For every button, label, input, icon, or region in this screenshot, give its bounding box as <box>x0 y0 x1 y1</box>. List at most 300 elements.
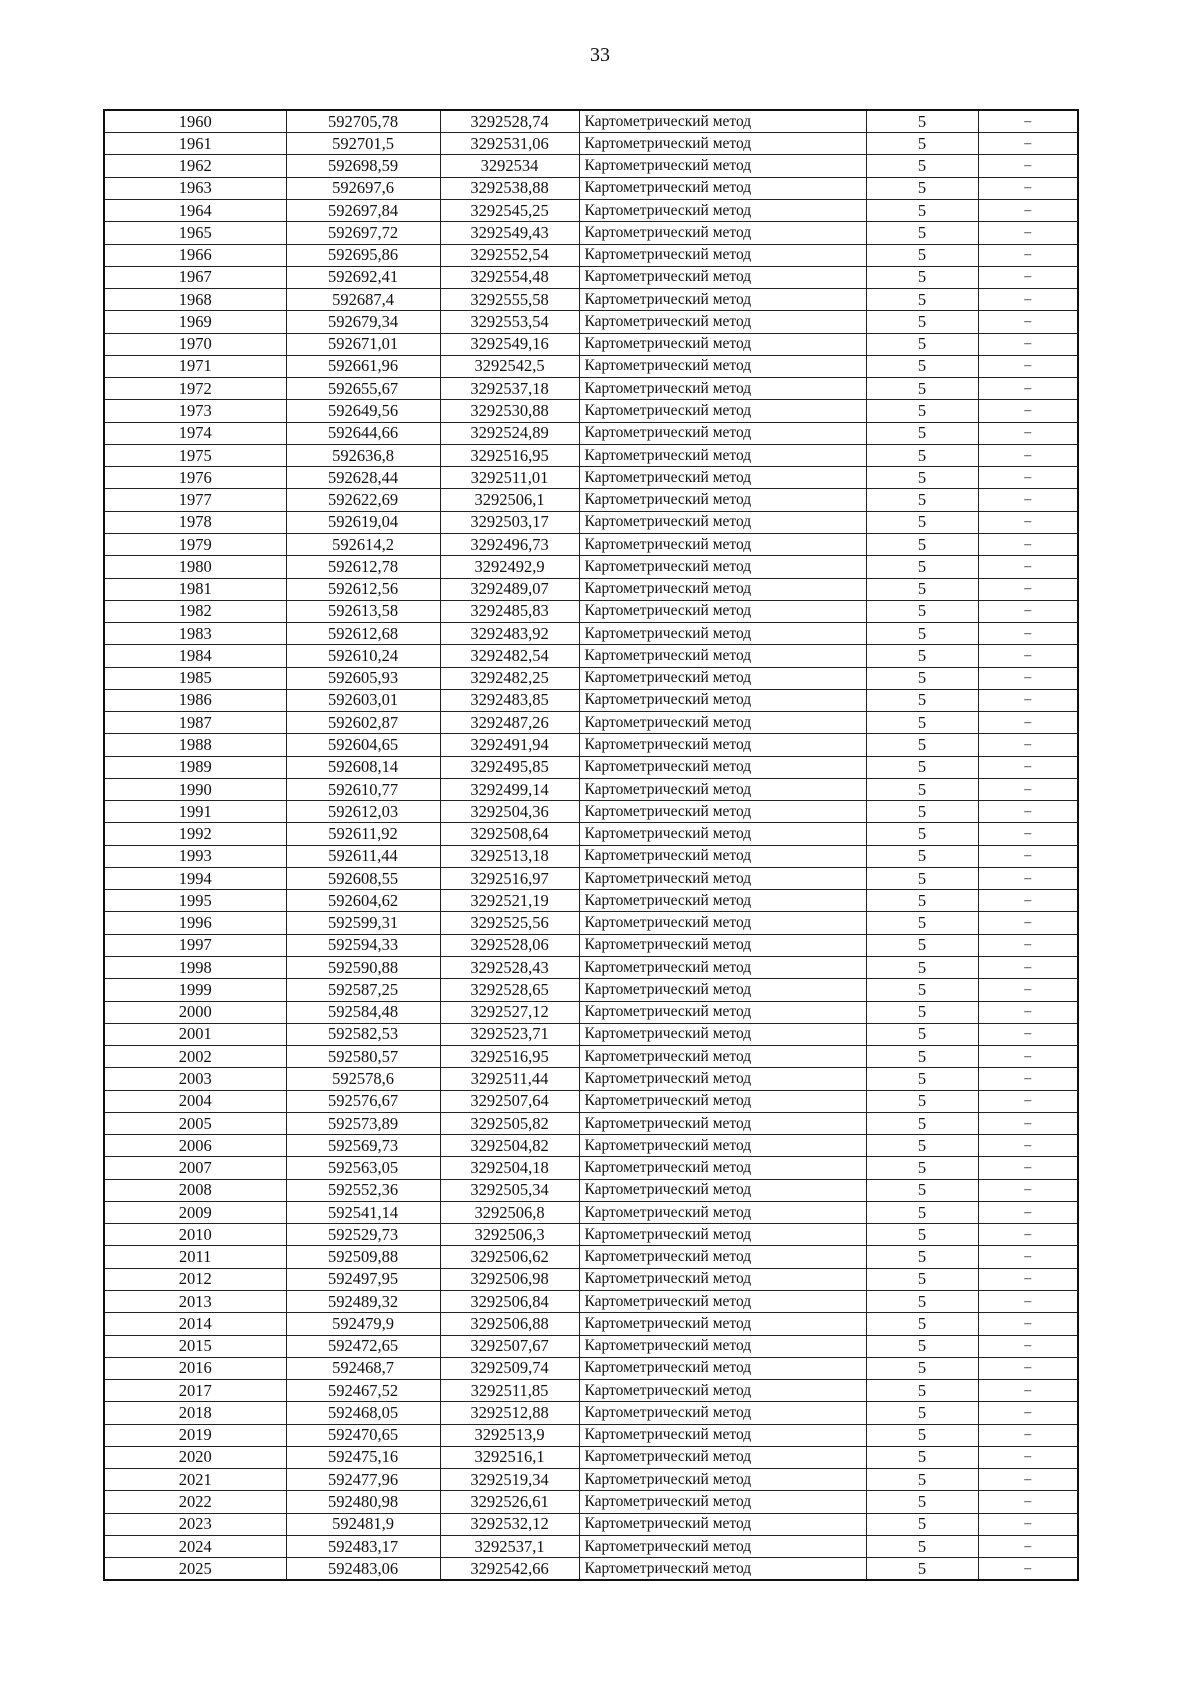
description-cell: – <box>978 645 1078 667</box>
point-number-cell: 1993 <box>104 845 286 867</box>
accuracy-cell: 5 <box>866 289 978 311</box>
table-row <box>104 444 1078 466</box>
point-number-cell: 2015 <box>104 1335 286 1357</box>
accuracy-cell: 5 <box>866 311 978 333</box>
accuracy-cell: 5 <box>866 1491 978 1513</box>
accuracy-cell: 5 <box>866 1201 978 1223</box>
x-coordinate-cell: 592468,7 <box>286 1357 440 1379</box>
x-coordinate-cell: 592497,95 <box>286 1268 440 1290</box>
accuracy-cell: 5 <box>866 823 978 845</box>
method-cell: Картометрический метод <box>579 712 866 734</box>
coordinates-table <box>103 109 1079 1581</box>
x-coordinate-cell: 592467,52 <box>286 1380 440 1402</box>
table-row <box>104 1046 1078 1068</box>
description-cell: – <box>978 489 1078 511</box>
x-coordinate-cell: 592644,66 <box>286 422 440 444</box>
point-number-cell: 1961 <box>104 133 286 155</box>
table-row <box>104 1535 1078 1557</box>
method-cell: Картометрический метод <box>579 1313 866 1335</box>
y-coordinate-cell: 3292516,97 <box>440 867 579 889</box>
table-row <box>104 1135 1078 1157</box>
description-cell: – <box>978 689 1078 711</box>
point-number-cell: 1972 <box>104 378 286 400</box>
y-coordinate-cell: 3292537,1 <box>440 1535 579 1557</box>
table-row <box>104 801 1078 823</box>
method-cell: Картометрический метод <box>579 645 866 667</box>
point-number-cell: 2011 <box>104 1246 286 1268</box>
description-cell: – <box>978 1179 1078 1201</box>
accuracy-cell: 5 <box>866 177 978 199</box>
table-row <box>104 489 1078 511</box>
method-cell: Картометрический метод <box>579 1046 866 1068</box>
table-row <box>104 556 1078 578</box>
accuracy-cell: 5 <box>866 378 978 400</box>
point-number-cell: 1996 <box>104 912 286 934</box>
accuracy-cell: 5 <box>866 533 978 555</box>
y-coordinate-cell: 3292511,01 <box>440 467 579 489</box>
x-coordinate-cell: 592655,67 <box>286 378 440 400</box>
y-coordinate-cell: 3292549,16 <box>440 333 579 355</box>
accuracy-cell: 5 <box>866 623 978 645</box>
method-cell: Картометрический метод <box>579 867 866 889</box>
method-cell: Картометрический метод <box>579 1558 866 1581</box>
x-coordinate-cell: 592479,9 <box>286 1313 440 1335</box>
x-coordinate-cell: 592582,53 <box>286 1023 440 1045</box>
y-coordinate-cell: 3292532,12 <box>440 1513 579 1535</box>
y-coordinate-cell: 3292504,36 <box>440 801 579 823</box>
accuracy-cell: 5 <box>866 511 978 533</box>
description-cell: – <box>978 222 1078 244</box>
point-number-cell: 1960 <box>104 110 286 133</box>
table-row <box>104 823 1078 845</box>
point-number-cell: 1982 <box>104 600 286 622</box>
description-cell: – <box>978 177 1078 199</box>
y-coordinate-cell: 3292499,14 <box>440 778 579 800</box>
method-cell: Картометрический метод <box>579 489 866 511</box>
table-row <box>104 378 1078 400</box>
accuracy-cell: 5 <box>866 133 978 155</box>
x-coordinate-cell: 592610,24 <box>286 645 440 667</box>
point-number-cell: 1988 <box>104 734 286 756</box>
description-cell: – <box>978 1112 1078 1134</box>
method-cell: Картометрический метод <box>579 266 866 288</box>
y-coordinate-cell: 3292506,1 <box>440 489 579 511</box>
y-coordinate-cell: 3292485,83 <box>440 600 579 622</box>
x-coordinate-cell: 592671,01 <box>286 333 440 355</box>
x-coordinate-cell: 592622,69 <box>286 489 440 511</box>
method-cell: Картометрический метод <box>579 511 866 533</box>
table-row <box>104 1291 1078 1313</box>
description-cell: – <box>978 1446 1078 1468</box>
method-cell: Картометрический метод <box>579 355 866 377</box>
description-cell: – <box>978 1402 1078 1424</box>
method-cell: Картометрический метод <box>579 1068 866 1090</box>
description-cell: – <box>978 1001 1078 1023</box>
y-coordinate-cell: 3292516,95 <box>440 1046 579 1068</box>
point-number-cell: 1999 <box>104 979 286 1001</box>
description-cell: – <box>978 1291 1078 1313</box>
accuracy-cell: 5 <box>866 1380 978 1402</box>
point-number-cell: 2016 <box>104 1357 286 1379</box>
y-coordinate-cell: 3292511,85 <box>440 1380 579 1402</box>
method-cell: Картометрический метод <box>579 623 866 645</box>
method-cell: Картометрический метод <box>579 689 866 711</box>
x-coordinate-cell: 592613,58 <box>286 600 440 622</box>
table-row <box>104 934 1078 956</box>
point-number-cell: 1963 <box>104 177 286 199</box>
y-coordinate-cell: 3292531,06 <box>440 133 579 155</box>
point-number-cell: 1969 <box>104 311 286 333</box>
description-cell: – <box>978 823 1078 845</box>
point-number-cell: 2023 <box>104 1513 286 1535</box>
point-number-cell: 1962 <box>104 155 286 177</box>
table-row <box>104 533 1078 555</box>
point-number-cell: 2013 <box>104 1291 286 1313</box>
table-row <box>104 912 1078 934</box>
table-row <box>104 1313 1078 1335</box>
method-cell: Картометрический метод <box>579 778 866 800</box>
table-row <box>104 1513 1078 1535</box>
table-row <box>104 1491 1078 1513</box>
description-cell: – <box>978 110 1078 133</box>
method-cell: Картометрический метод <box>579 1179 866 1201</box>
y-coordinate-cell: 3292549,43 <box>440 222 579 244</box>
accuracy-cell: 5 <box>866 355 978 377</box>
accuracy-cell: 5 <box>866 712 978 734</box>
accuracy-cell: 5 <box>866 1424 978 1446</box>
description-cell: – <box>978 712 1078 734</box>
point-number-cell: 1967 <box>104 266 286 288</box>
accuracy-cell: 5 <box>866 778 978 800</box>
table-row <box>104 667 1078 689</box>
x-coordinate-cell: 592604,62 <box>286 890 440 912</box>
point-number-cell: 1994 <box>104 867 286 889</box>
point-number-cell: 2012 <box>104 1268 286 1290</box>
accuracy-cell: 5 <box>866 556 978 578</box>
x-coordinate-cell: 592573,89 <box>286 1112 440 1134</box>
description-cell: – <box>978 667 1078 689</box>
method-cell: Картометрический метод <box>579 1424 866 1446</box>
description-cell: – <box>978 1535 1078 1557</box>
accuracy-cell: 5 <box>866 422 978 444</box>
method-cell: Картометрический метод <box>579 222 866 244</box>
y-coordinate-cell: 3292506,98 <box>440 1268 579 1290</box>
description-cell: – <box>978 1201 1078 1223</box>
description-cell: – <box>978 778 1078 800</box>
method-cell: Картометрический метод <box>579 1023 866 1045</box>
description-cell: – <box>978 1224 1078 1246</box>
accuracy-cell: 5 <box>866 1224 978 1246</box>
accuracy-cell: 5 <box>866 845 978 867</box>
point-number-cell: 2001 <box>104 1023 286 1045</box>
method-cell: Картометрический метод <box>579 1291 866 1313</box>
table-row <box>104 199 1078 221</box>
point-number-cell: 1976 <box>104 467 286 489</box>
point-number-cell: 1971 <box>104 355 286 377</box>
y-coordinate-cell: 3292506,84 <box>440 1291 579 1313</box>
point-number-cell: 1966 <box>104 244 286 266</box>
table-row <box>104 578 1078 600</box>
description-cell: – <box>978 934 1078 956</box>
accuracy-cell: 5 <box>866 934 978 956</box>
y-coordinate-cell: 3292528,43 <box>440 957 579 979</box>
point-number-cell: 1974 <box>104 422 286 444</box>
accuracy-cell: 5 <box>866 244 978 266</box>
description-cell: – <box>978 912 1078 934</box>
description-cell: – <box>978 155 1078 177</box>
point-number-cell: 2019 <box>104 1424 286 1446</box>
x-coordinate-cell: 592695,86 <box>286 244 440 266</box>
method-cell: Картометрический метод <box>579 823 866 845</box>
y-coordinate-cell: 3292538,88 <box>440 177 579 199</box>
x-coordinate-cell: 592698,59 <box>286 155 440 177</box>
accuracy-cell: 5 <box>866 1402 978 1424</box>
y-coordinate-cell: 3292489,07 <box>440 578 579 600</box>
method-cell: Картометрический метод <box>579 1380 866 1402</box>
accuracy-cell: 5 <box>866 1535 978 1557</box>
y-coordinate-cell: 3292523,71 <box>440 1023 579 1045</box>
x-coordinate-cell: 592529,73 <box>286 1224 440 1246</box>
accuracy-cell: 5 <box>866 645 978 667</box>
method-cell: Картометрический метод <box>579 1001 866 1023</box>
table-row <box>104 422 1078 444</box>
table-row <box>104 867 1078 889</box>
x-coordinate-cell: 592594,33 <box>286 934 440 956</box>
accuracy-cell: 5 <box>866 756 978 778</box>
x-coordinate-cell: 592489,32 <box>286 1291 440 1313</box>
method-cell: Картометрический метод <box>579 912 866 934</box>
method-cell: Картометрический метод <box>579 1491 866 1513</box>
point-number-cell: 2025 <box>104 1558 286 1581</box>
accuracy-cell: 5 <box>866 689 978 711</box>
method-cell: Картометрический метод <box>579 533 866 555</box>
accuracy-cell: 5 <box>866 1446 978 1468</box>
accuracy-cell: 5 <box>866 734 978 756</box>
x-coordinate-cell: 592628,44 <box>286 467 440 489</box>
y-coordinate-cell: 3292504,18 <box>440 1157 579 1179</box>
method-cell: Картометрический метод <box>579 133 866 155</box>
y-coordinate-cell: 3292554,48 <box>440 266 579 288</box>
description-cell: – <box>978 400 1078 422</box>
point-number-cell: 1998 <box>104 957 286 979</box>
y-coordinate-cell: 3292528,74 <box>440 110 579 133</box>
point-number-cell: 2005 <box>104 1112 286 1134</box>
table-row <box>104 778 1078 800</box>
method-cell: Картометрический метод <box>579 1446 866 1468</box>
table-row <box>104 177 1078 199</box>
description-cell: – <box>978 511 1078 533</box>
method-cell: Картометрический метод <box>579 667 866 689</box>
y-coordinate-cell: 3292512,88 <box>440 1402 579 1424</box>
description-cell: – <box>978 1469 1078 1491</box>
point-number-cell: 1987 <box>104 712 286 734</box>
method-cell: Картометрический метод <box>579 422 866 444</box>
description-cell: – <box>978 890 1078 912</box>
table-row <box>104 756 1078 778</box>
x-coordinate-cell: 592605,93 <box>286 667 440 689</box>
method-cell: Картометрический метод <box>579 110 866 133</box>
accuracy-cell: 5 <box>866 1068 978 1090</box>
y-coordinate-cell: 3292492,9 <box>440 556 579 578</box>
y-coordinate-cell: 3292542,5 <box>440 355 579 377</box>
method-cell: Картометрический метод <box>579 1402 866 1424</box>
table-row <box>104 734 1078 756</box>
method-cell: Картометрический метод <box>579 578 866 600</box>
point-number-cell: 1989 <box>104 756 286 778</box>
page-number: 33 <box>590 44 610 66</box>
point-number-cell: 1991 <box>104 801 286 823</box>
method-cell: Картометрический метод <box>579 177 866 199</box>
point-number-cell: 2007 <box>104 1157 286 1179</box>
method-cell: Картометрический метод <box>579 400 866 422</box>
description-cell: – <box>978 1424 1078 1446</box>
x-coordinate-cell: 592569,73 <box>286 1135 440 1157</box>
table-row <box>104 266 1078 288</box>
accuracy-cell: 5 <box>866 199 978 221</box>
accuracy-cell: 5 <box>866 1179 978 1201</box>
description-cell: – <box>978 600 1078 622</box>
table-row <box>104 1335 1078 1357</box>
point-number-cell: 1979 <box>104 533 286 555</box>
x-coordinate-cell: 592468,05 <box>286 1402 440 1424</box>
point-number-cell: 1981 <box>104 578 286 600</box>
x-coordinate-cell: 592705,78 <box>286 110 440 133</box>
x-coordinate-cell: 592697,6 <box>286 177 440 199</box>
x-coordinate-cell: 592610,77 <box>286 778 440 800</box>
description-cell: – <box>978 199 1078 221</box>
method-cell: Картометрический метод <box>579 1469 866 1491</box>
accuracy-cell: 5 <box>866 1469 978 1491</box>
accuracy-cell: 5 <box>866 1246 978 1268</box>
x-coordinate-cell: 592612,78 <box>286 556 440 578</box>
point-number-cell: 1975 <box>104 444 286 466</box>
table-row <box>104 1023 1078 1045</box>
table-row <box>104 289 1078 311</box>
point-number-cell: 2002 <box>104 1046 286 1068</box>
accuracy-cell: 5 <box>866 1046 978 1068</box>
accuracy-cell: 5 <box>866 1112 978 1134</box>
x-coordinate-cell: 592576,67 <box>286 1090 440 1112</box>
description-cell: – <box>978 289 1078 311</box>
table-row <box>104 400 1078 422</box>
description-cell: – <box>978 355 1078 377</box>
description-cell: – <box>978 845 1078 867</box>
x-coordinate-cell: 592483,17 <box>286 1535 440 1557</box>
table-row <box>104 957 1078 979</box>
y-coordinate-cell: 3292508,64 <box>440 823 579 845</box>
accuracy-cell: 5 <box>866 1023 978 1045</box>
accuracy-cell: 5 <box>866 801 978 823</box>
accuracy-cell: 5 <box>866 1558 978 1581</box>
table-row <box>104 1179 1078 1201</box>
table-row <box>104 1090 1078 1112</box>
description-cell: – <box>978 1335 1078 1357</box>
method-cell: Картометрический метод <box>579 1224 866 1246</box>
x-coordinate-cell: 592483,06 <box>286 1558 440 1581</box>
method-cell: Картометрический метод <box>579 1112 866 1134</box>
coordinates-table-body <box>104 110 1078 1580</box>
description-cell: – <box>978 311 1078 333</box>
x-coordinate-cell: 592580,57 <box>286 1046 440 1068</box>
description-cell: – <box>978 801 1078 823</box>
table-row <box>104 1558 1078 1581</box>
y-coordinate-cell: 3292506,3 <box>440 1224 579 1246</box>
method-cell: Картометрический метод <box>579 934 866 956</box>
table-row <box>104 1001 1078 1023</box>
point-number-cell: 1980 <box>104 556 286 578</box>
point-number-cell: 1995 <box>104 890 286 912</box>
description-cell: – <box>978 1491 1078 1513</box>
y-coordinate-cell: 3292509,74 <box>440 1357 579 1379</box>
point-number-cell: 1973 <box>104 400 286 422</box>
point-number-cell: 2024 <box>104 1535 286 1557</box>
table-row <box>104 467 1078 489</box>
point-number-cell: 2014 <box>104 1313 286 1335</box>
method-cell: Картометрический метод <box>579 1157 866 1179</box>
method-cell: Картометрический метод <box>579 244 866 266</box>
point-number-cell: 2000 <box>104 1001 286 1023</box>
x-coordinate-cell: 592679,34 <box>286 311 440 333</box>
method-cell: Картометрический метод <box>579 378 866 400</box>
y-coordinate-cell: 3292513,9 <box>440 1424 579 1446</box>
description-cell: – <box>978 979 1078 1001</box>
x-coordinate-cell: 592612,56 <box>286 578 440 600</box>
method-cell: Картометрический метод <box>579 1135 866 1157</box>
y-coordinate-cell: 3292506,62 <box>440 1246 579 1268</box>
y-coordinate-cell: 3292482,25 <box>440 667 579 689</box>
y-coordinate-cell: 3292496,73 <box>440 533 579 555</box>
x-coordinate-cell: 592697,84 <box>286 199 440 221</box>
point-number-cell: 2018 <box>104 1402 286 1424</box>
description-cell: – <box>978 556 1078 578</box>
method-cell: Картометрический метод <box>579 1535 866 1557</box>
accuracy-cell: 5 <box>866 867 978 889</box>
description-cell: – <box>978 422 1078 444</box>
y-coordinate-cell: 3292507,64 <box>440 1090 579 1112</box>
point-number-cell: 1968 <box>104 289 286 311</box>
table-row <box>104 222 1078 244</box>
method-cell: Картометрический метод <box>579 1513 866 1535</box>
y-coordinate-cell: 3292482,54 <box>440 645 579 667</box>
table-row <box>104 311 1078 333</box>
accuracy-cell: 5 <box>866 155 978 177</box>
y-coordinate-cell: 3292505,34 <box>440 1179 579 1201</box>
y-coordinate-cell: 3292503,17 <box>440 511 579 533</box>
method-cell: Картометрический метод <box>579 1268 866 1290</box>
description-cell: – <box>978 1090 1078 1112</box>
x-coordinate-cell: 592541,14 <box>286 1201 440 1223</box>
accuracy-cell: 5 <box>866 1335 978 1357</box>
description-cell: – <box>978 1068 1078 1090</box>
description-cell: – <box>978 1135 1078 1157</box>
description-cell: – <box>978 244 1078 266</box>
x-coordinate-cell: 592472,65 <box>286 1335 440 1357</box>
x-coordinate-cell: 592603,01 <box>286 689 440 711</box>
table-row <box>104 645 1078 667</box>
table-row <box>104 979 1078 1001</box>
description-cell: – <box>978 1513 1078 1535</box>
description-cell: – <box>978 1380 1078 1402</box>
point-number-cell: 1984 <box>104 645 286 667</box>
method-cell: Картометрический метод <box>579 845 866 867</box>
x-coordinate-cell: 592590,88 <box>286 957 440 979</box>
table-row <box>104 1424 1078 1446</box>
table-row <box>104 110 1078 133</box>
accuracy-cell: 5 <box>866 1313 978 1335</box>
method-cell: Картометрический метод <box>579 444 866 466</box>
x-coordinate-cell: 592563,05 <box>286 1157 440 1179</box>
accuracy-cell: 5 <box>866 1001 978 1023</box>
